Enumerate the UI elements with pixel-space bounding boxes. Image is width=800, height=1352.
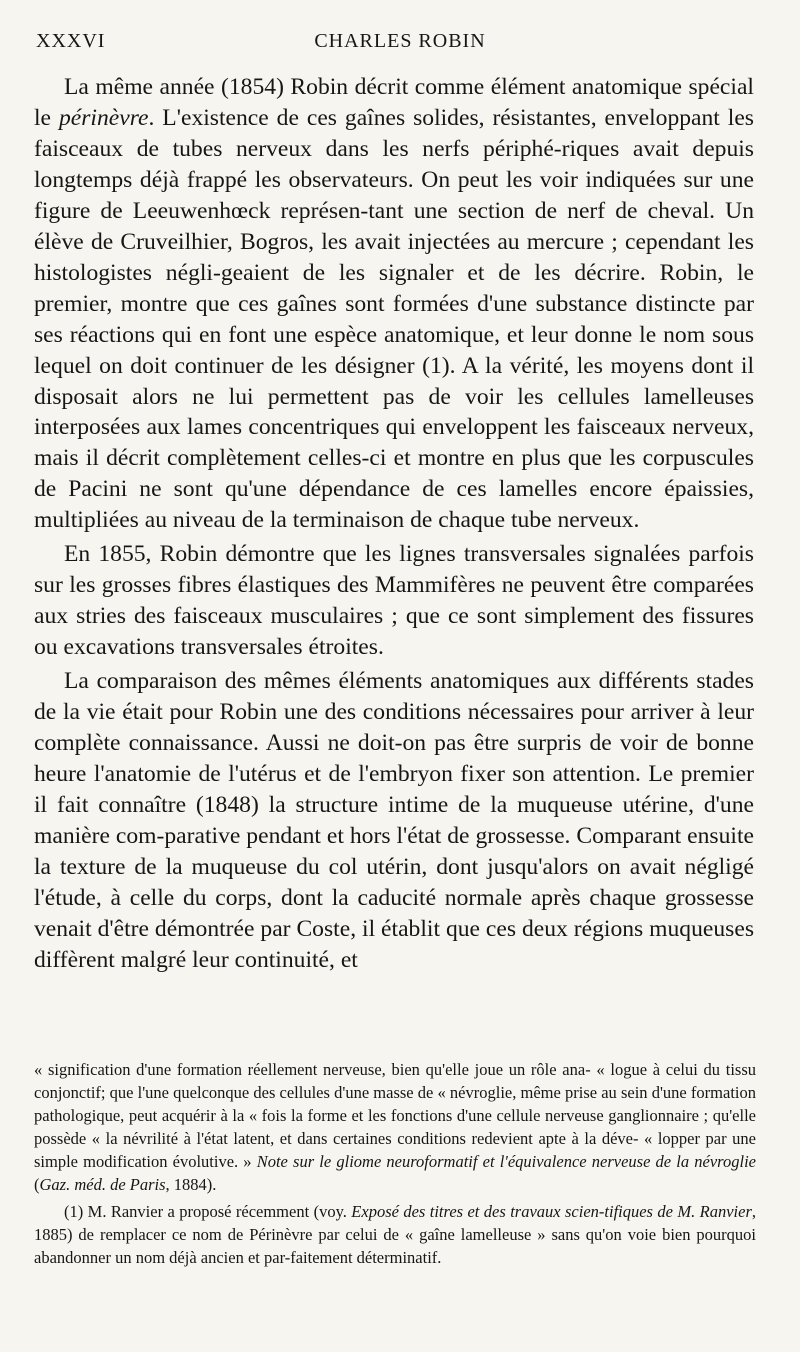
cited-title: Note sur le gliome neuroformatif et l'équivalence nerveuse de la névroglie [256,1152,756,1172]
paragraph-perinevre: La même année (1854) Robin décrit comme élément anatomique spécial le périnèvre. L'existence de ces gaînes solides, résistantes, enveloppant les faisceaux de tubes nerveux dans les nerfs périphé-riques avait depuis longtemps déjà frappé les observateurs. On peut les voir indiquées sur une figure de Leeuwenhœck représen-tant une section de nerf de cheval. Un élève de Cruveilhier, Bogros, les avait injectées au mercure ; cependant les histologistes négli-geaient de les signaler et de les décrire. Robin, le premier, montre que ces gaînes sont formées d'une substance distincte par ses réactions qui en font une espèce anatomique, et leur donne le nom sous lequel on doit continuer de les désigner (1). A la vérité, les moyens dont il disposait alors ne lui permettent pas de voir les cellules lamelleuses interposées aux lames concentriques qui enveloppent les faisceaux nerveux, mais il décrit complètement celles-ci et montre en plus que les corpuscules de Pacini ne sont qu'une dépendance de ces lamelles encore épaissies, multipliées au niveau de la terminaison de chaque tube nerveux. [34,74,754,534]
main-text [34,72,754,976]
paragraph-elastic-fibres: En 1855, Robin démontre que les lignes transversales signalées parfois sur les grosses fibres élastiques des Mammifères ne peuvent être comparées aux stries des faisceaux musculaires ; que ce sont simplement des fissures ou excavations transversales étroites. [34,541,754,661]
term-perinevre: périnèvre [58,104,149,131]
footnote-quote: « signification d'une formation réellement nerveuse, bien qu'elle joue un rôle ana- « logue à celui du tissu conjonctif; que l'une quelconque des cellules d'une masse de « névroglie, même prise au sein d'une formation pathologique, peut acquérir à la « fois la forme et les fonctions d'une cellule nerveuse ganglionnaire ; qu'elle possède « la névrilité à l'état latent, et dans certaines conditions redevient apte à la déve- « lopper par une simple modification évolutive. » Note sur le gliome neuroformatif et l'équivalence nerveuse de la névroglie (Gaz. méd. de Paris, 1884). [34,1060,756,1195]
footnotes [34,1058,756,1269]
page-header [36,30,764,56]
running-title: CHARLES ROBIN [314,30,486,52]
cited-journal: Gaz. méd. de Paris [39,1175,166,1195]
paragraph-uterus: La comparaison des mêmes éléments anatomiques aux différents stades de la vie était pour Robin une des conditions nécessaires pour arriver à leur complète connaissance. Aussi ne doit-on pas être surpris de voir de bonne heure l'anatomie de l'utérus et de l'embryon fixer son attention. Le premier il fait connaître (1848) la structure intime de la muqueuse utérine, d'une manière com-parative pendant et hors l'état de grossesse. Comparant ensuite la texture de la muqueuse du col utérin, dont jusqu'alors on avait négligé l'étude, à celle du corps, dont la caducité normale après chaque grossesse venait d'être démontrée par Coste, il établit que ces deux régions muqueuses diffèrent malgré leur continuité, et [34,668,754,973]
footnote-1: (1) M. Ranvier a proposé récemment (voy. Exposé des titres et des travaux scien-tifiques de M. Ranvier, 1885) de remplacer ce nom de Périnèvre par celui de « gaîne lamelleuse » sans qu'on voie bien pourquoi abandonner un nom déjà ancien et par-faitement déterminatif. [34,1201,757,1267]
cited-work-ranvier: Exposé des titres et des travaux scien-tifiques de M. Ranvier [351,1201,752,1221]
page-number: XXXVI [36,30,106,52]
